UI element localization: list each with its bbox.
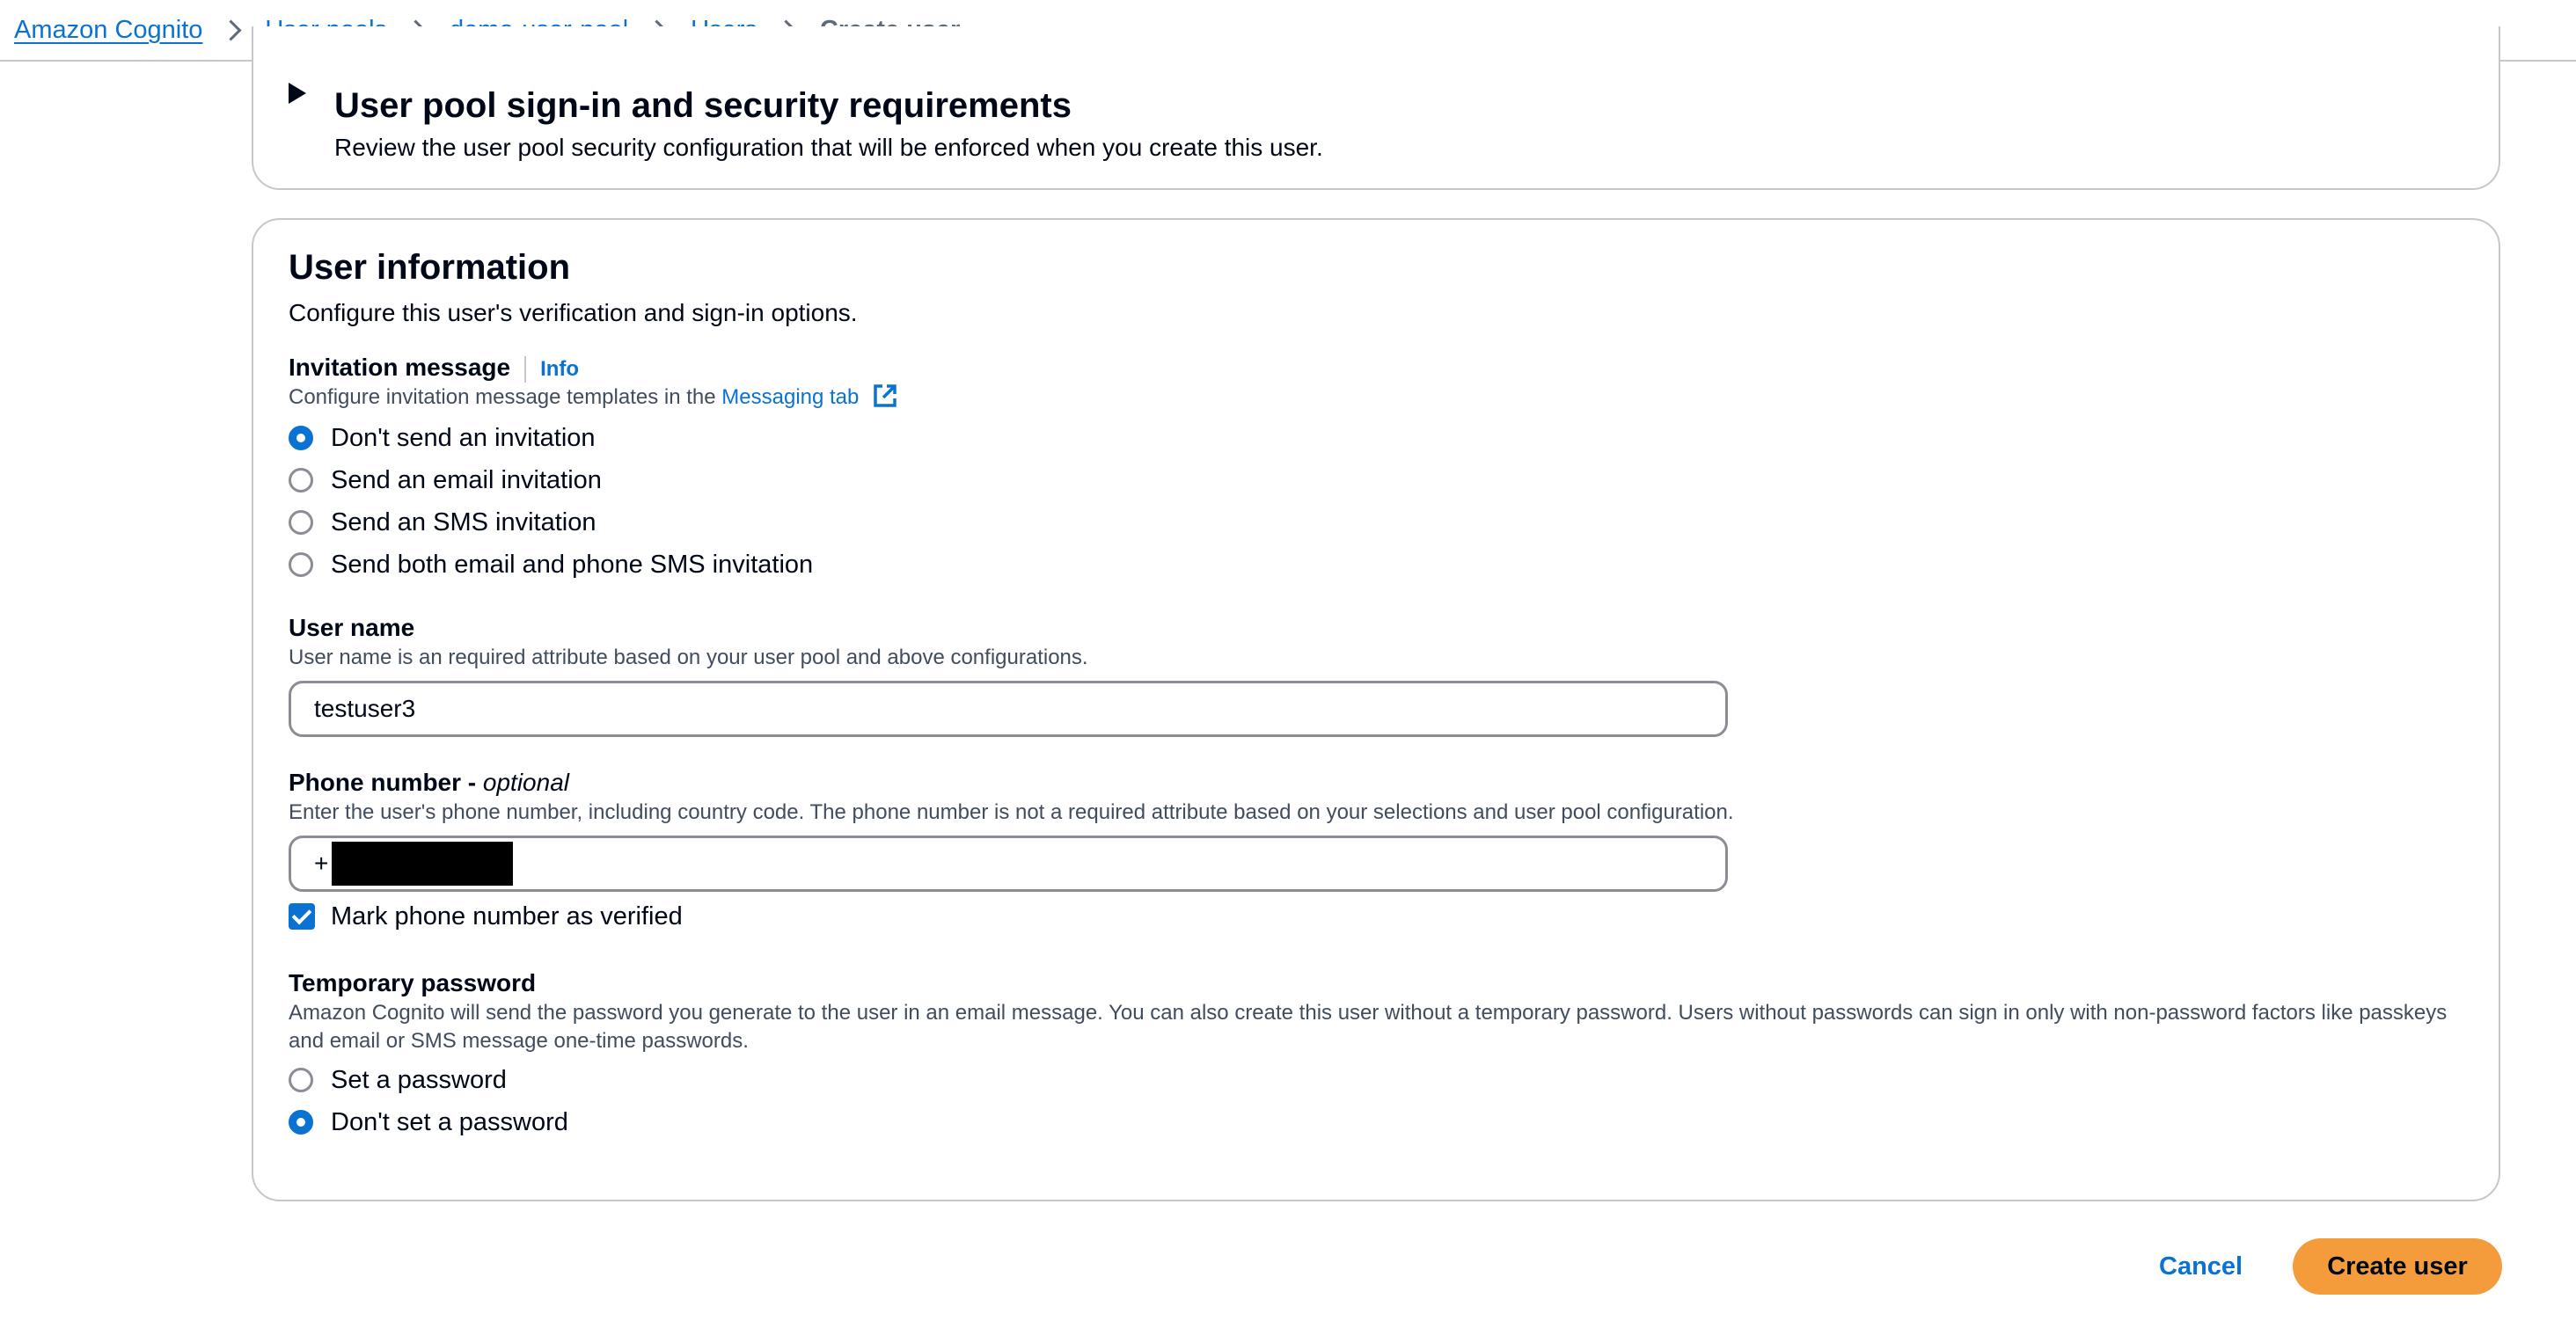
- username-input[interactable]: [289, 681, 1728, 737]
- radio-send-email-invitation[interactable]: [289, 463, 602, 498]
- radio-button-selected[interactable]: [289, 426, 313, 450]
- radio-button[interactable]: [289, 552, 313, 577]
- caret-right-icon[interactable]: [289, 83, 306, 104]
- create-user-button[interactable]: Create user: [2293, 1238, 2502, 1295]
- radio-label: Send an email invitation: [331, 465, 602, 494]
- invitation-label-text: Invitation message: [289, 354, 511, 381]
- radio-label: Set a password: [331, 1065, 507, 1094]
- security-section-title[interactable]: User pool sign-in and security requirements: [334, 86, 1072, 125]
- phone-number-hint: Enter the user's phone number, including country code. The phone number is not a required attribute based on your selections and user pool configuration.: [289, 800, 1734, 824]
- invitation-message-label: [289, 354, 579, 383]
- security-requirements-section: [252, 26, 2500, 190]
- username-label: User name: [289, 614, 415, 641]
- phone-number-input[interactable]: [289, 836, 1728, 892]
- invitation-hint-text: Configure invitation message templates in the: [289, 385, 722, 409]
- breadcrumb-amazon-cognito[interactable]: Amazon Cognito: [14, 15, 203, 44]
- temporary-password-label: Temporary password: [289, 969, 537, 996]
- radio-label: Send both email and phone SMS invitation: [331, 550, 814, 579]
- info-divider: [524, 356, 526, 383]
- radio-send-both-invitation[interactable]: [289, 547, 813, 582]
- radio-button[interactable]: [289, 468, 313, 493]
- cancel-button[interactable]: Cancel: [2159, 1252, 2243, 1281]
- invitation-hint: [289, 383, 898, 412]
- external-link-icon[interactable]: [872, 383, 898, 409]
- username-hint: User name is an required attribute based on your user pool and above configurations.: [289, 646, 1088, 669]
- radio-send-sms-invitation[interactable]: [289, 505, 596, 540]
- section-description: Configure this user's verification and sign-in options.: [289, 299, 858, 326]
- section-title: User information: [289, 248, 571, 287]
- mark-phone-verified-checkbox[interactable]: [289, 899, 683, 934]
- messaging-tab-link[interactable]: Messaging tab: [721, 385, 860, 409]
- chevron-right-icon: [221, 19, 242, 40]
- radio-button-selected[interactable]: [289, 1110, 313, 1135]
- temporary-password-hint: Amazon Cognito will send the password you generate to the user in an email message. You can also create this user without a temporary password. Users without passwords can sign in only with non-password factors like passkeys and email or SMS message one-time passwords.: [289, 1001, 2448, 1053]
- radio-label: Don't set a password: [331, 1107, 568, 1136]
- radio-dont-set-password[interactable]: [289, 1105, 568, 1140]
- radio-label: Send an SMS invitation: [331, 507, 596, 536]
- radio-set-password[interactable]: [289, 1062, 507, 1098]
- info-link[interactable]: Info: [540, 357, 580, 381]
- phone-label-text: Phone number -: [289, 769, 483, 796]
- radio-button[interactable]: [289, 1068, 313, 1092]
- phone-number-label: [289, 769, 569, 797]
- optional-tag: optional: [482, 769, 569, 796]
- security-section-description: Review the user pool security configuration that will be enforced when you create this user.: [334, 134, 1323, 161]
- radio-label: Don't send an invitation: [331, 423, 596, 452]
- checkbox-checked[interactable]: [289, 903, 315, 930]
- user-information-section: [252, 218, 2500, 1201]
- redacted-phone-value: [332, 842, 513, 886]
- checkbox-label: Mark phone number as verified: [331, 901, 683, 931]
- phone-prefix: +: [314, 850, 329, 877]
- radio-button[interactable]: [289, 510, 313, 535]
- radio-dont-send-invitation[interactable]: [289, 420, 596, 456]
